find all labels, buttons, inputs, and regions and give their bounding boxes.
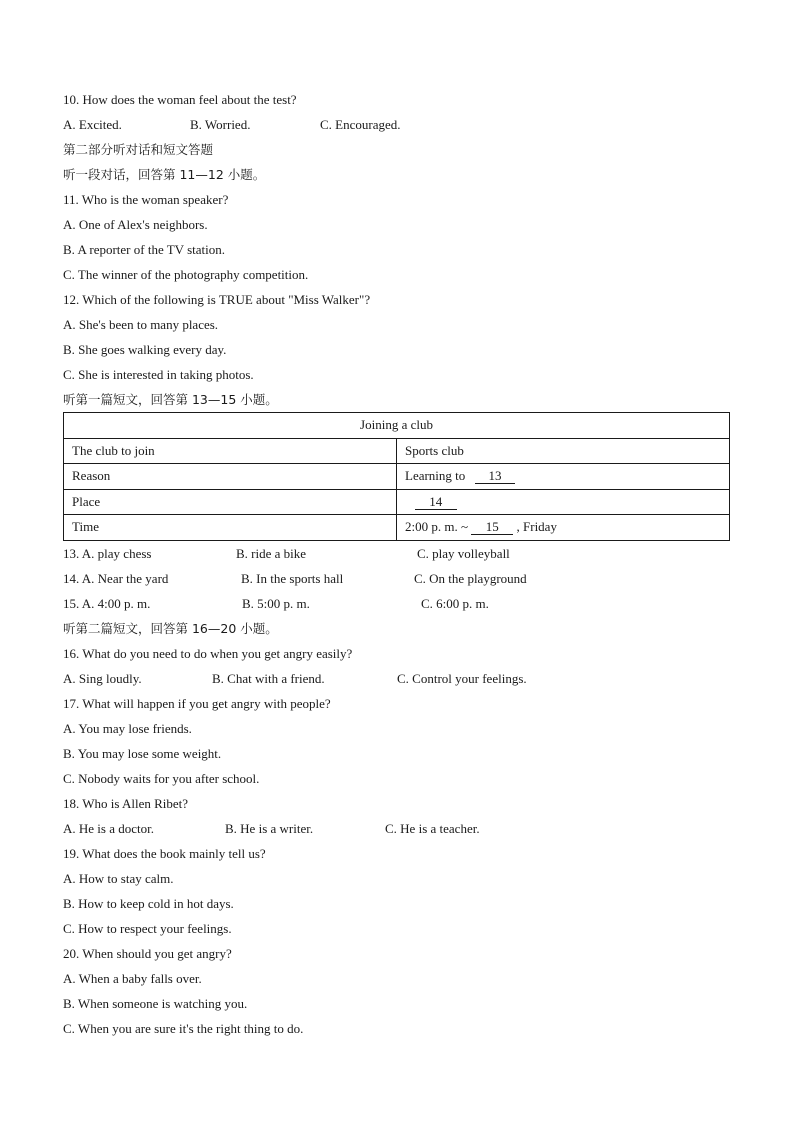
table-cell-label: The club to join	[64, 438, 397, 464]
option-b: B. He is a writer.	[225, 820, 314, 836]
question-13-options	[63, 541, 733, 566]
option-b: B. In the sports hall	[241, 570, 344, 586]
option-a: A. How to stay calm.	[63, 870, 174, 886]
table-cell-value: 2:00 p. m. ~ 15 , Friday	[397, 515, 730, 541]
blank-15: 15	[471, 519, 513, 535]
option-b: B. Chat with a friend.	[212, 670, 325, 686]
table-row	[64, 515, 730, 541]
option-a: 15. A. 4:00 p. m.	[63, 595, 151, 611]
exam-page	[63, 87, 733, 1041]
option-a: A. Excited.	[63, 117, 122, 132]
option-c: C. play volleyball	[417, 545, 510, 561]
question-10-options	[63, 112, 733, 137]
option-b: B. How to keep cold in hot days.	[63, 895, 234, 911]
table-cell-value: Learning to 13	[397, 464, 730, 490]
question-19: 19. What does the book mainly tell us?	[63, 845, 266, 861]
section-heading: 第二部分听对话和短文答题	[63, 142, 214, 157]
table-cell-label: Reason	[64, 464, 397, 490]
blank-13: 13	[475, 468, 515, 484]
option-b: B. You may lose some weight.	[63, 745, 222, 761]
table-title-row	[64, 413, 730, 439]
passage2-instruction: 听第二篇短文，回答第 16—20 小题。	[63, 620, 278, 636]
question-16: 16. What do you need to do when you get angry easily?	[63, 645, 353, 661]
option-b: B. A reporter of the TV station.	[63, 242, 225, 257]
passage1-instruction: 听第一篇短文，回答第 13—15 小题。	[63, 392, 278, 407]
option-c: C. The winner of the photography competition.	[63, 267, 309, 282]
option-c: C. She is interested in taking photos.	[63, 367, 254, 382]
option-c: C. Control your feelings.	[397, 670, 527, 686]
club-table	[63, 412, 730, 541]
option-c: C. When you are sure it's the right thing to do.	[63, 1020, 304, 1036]
option-b: B. ride a bike	[236, 545, 307, 561]
question-20: 20. When should you get angry?	[63, 945, 232, 961]
question-17: 17. What will happen if you get angry with people?	[63, 695, 331, 711]
option-c: C. How to respect your feelings.	[63, 920, 232, 936]
option-c: C. Nobody waits for you after school.	[63, 770, 260, 786]
dialogue-instruction: 听一段对话，回答第 11—12 小题。	[63, 167, 266, 182]
table-cell-value: Sports club	[397, 438, 730, 464]
option-b: B. 5:00 p. m.	[242, 595, 310, 611]
option-c: C. He is a teacher.	[385, 820, 480, 836]
question-12: 12. Which of the following is TRUE about "Miss Walker"?	[63, 292, 371, 307]
option-c: C. On the playground	[414, 570, 527, 586]
option-b: B. When someone is watching you.	[63, 995, 248, 1011]
table-row	[64, 489, 730, 515]
option-c: C. 6:00 p. m.	[421, 595, 489, 611]
option-a: A. He is a doctor.	[63, 820, 154, 836]
option-a: A. When a baby falls over.	[63, 970, 202, 986]
option-a: A. She's been to many places.	[63, 317, 219, 332]
option-a: A. You may lose friends.	[63, 720, 192, 736]
option-b: B. She goes walking every day.	[63, 342, 227, 357]
question-11: 11. Who is the woman speaker?	[63, 192, 229, 207]
option-a: A. Sing loudly.	[63, 670, 142, 686]
table-cell-label: Time	[64, 515, 397, 541]
table-row	[64, 438, 730, 464]
question-16-options	[63, 666, 733, 691]
blank-14: 14	[415, 494, 457, 510]
table-cell-label: Place	[64, 489, 397, 515]
option-a: 14. A. Near the yard	[63, 570, 169, 586]
option-a: A. One of Alex's neighbors.	[63, 217, 208, 232]
question-15-options	[63, 591, 733, 616]
question-10: 10. How does the woman feel about the test?	[63, 92, 297, 107]
table-cell-value	[397, 489, 730, 515]
question-18: 18. Who is Allen Ribet?	[63, 795, 189, 811]
option-c: C. Encouraged.	[320, 117, 401, 132]
option-a: 13. A. play chess	[63, 545, 152, 561]
table-row	[64, 464, 730, 490]
question-18-options	[63, 816, 733, 841]
option-b: B. Worried.	[190, 117, 251, 132]
question-14-options	[63, 566, 733, 591]
table-title: Joining a club	[64, 413, 730, 439]
